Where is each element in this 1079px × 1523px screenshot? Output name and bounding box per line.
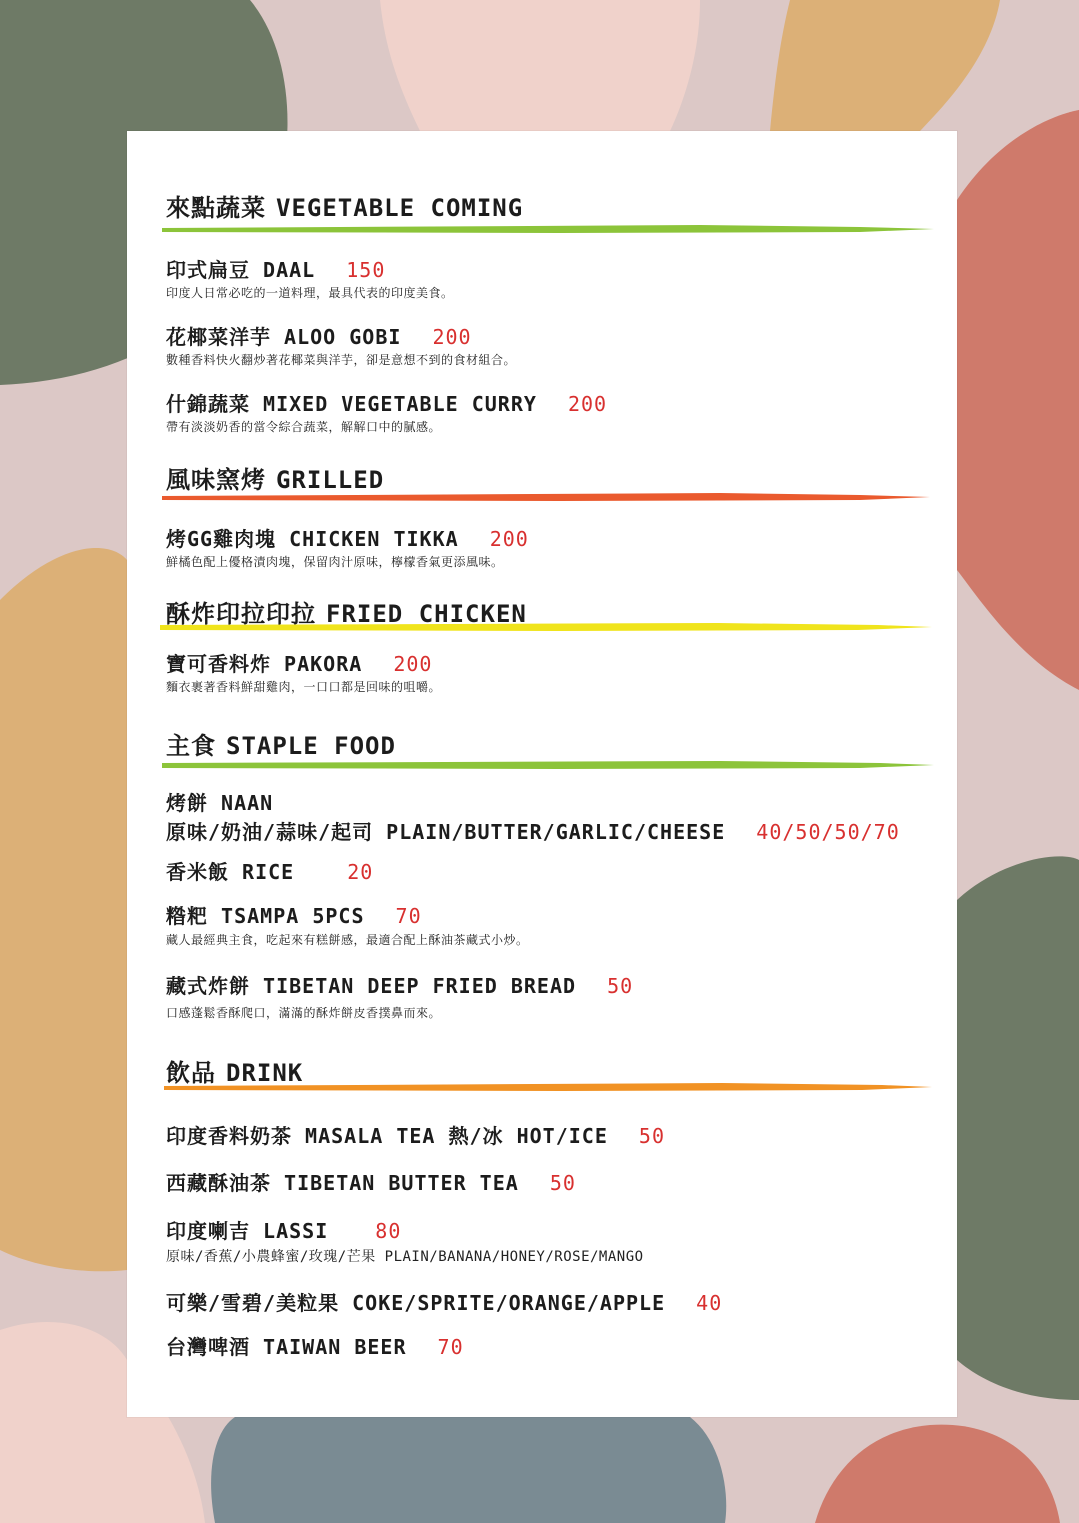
menu-item-chicken-tikka [166, 523, 529, 552]
item-price: 200 [432, 325, 472, 349]
menu-item-daal [166, 254, 385, 283]
item-name: 藏式炸餅 TIBETAN DEEP FRIED BREAD [166, 974, 577, 998]
item-price: 70 [437, 1335, 464, 1359]
heading-en: STAPLE FOOD [226, 732, 396, 760]
menu-item-rice [166, 856, 373, 885]
section-heading-drink [166, 1053, 303, 1088]
divider-green [160, 222, 936, 236]
item-name: 寶可香料炸 PAKORA [166, 652, 363, 676]
item-name: 印式扁豆 DAAL [166, 258, 316, 282]
item-name: 什錦蔬菜 MIXED VEGETABLE CURRY [166, 392, 537, 416]
mustard-blob-left [0, 548, 127, 1271]
item-name: 可樂/雪碧/美粒果 COKE/SPRITE/ORANGE/APPLE [166, 1291, 666, 1315]
menu-item-mixed-vegetable [166, 388, 607, 417]
item-name: 花椰菜洋芋 ALOO GOBI [166, 325, 402, 349]
item-price: 50 [549, 1171, 576, 1195]
item-price: 200 [567, 392, 608, 416]
item-price: 70 [395, 904, 422, 928]
menu-item-naan-options [166, 816, 900, 845]
item-description: 口感蓬鬆香酥爬口，滿滿的酥炸餅皮香撲鼻而來。 [166, 1006, 442, 1020]
menu-item-beer [166, 1331, 464, 1360]
item-name: 西藏酥油茶 TIBETAN BUTTER TEA [166, 1171, 519, 1195]
naan-options: 原味/奶油/蒜味/起司 PLAIN/BUTTER/GARLIC/CHEESE [166, 820, 726, 844]
heading-zh: 來點蔬菜 [166, 194, 266, 222]
item-description: 藏人最經典主食，吃起來有糕餅感，最適合配上酥油茶藏式小炒。 [166, 933, 529, 947]
item-description: 數種香料快火翻炒著花椰菜與洋芋，卻是意想不到的食材組合。 [166, 353, 517, 367]
item-price: 200 [393, 652, 433, 676]
lassi-options: 原味/香蕉/小農蜂蜜/玫瑰/芒果 PLAIN/BANANA/HONEY/ROSE/MANGO [166, 1249, 644, 1265]
item-description: 印度人日常必吃的一道料理，最具代表的印度美食。 [166, 286, 454, 300]
heading-zh: 飲品 [166, 1059, 216, 1087]
item-price: 50 [638, 1124, 666, 1148]
item-price: 200 [489, 527, 529, 551]
item-price: 40/50/50/70 [756, 820, 900, 844]
heading-zh: 風味窯烤 [166, 466, 266, 494]
peach-blob-top [380, 0, 700, 131]
heading-en: FRIED CHICKEN [326, 600, 527, 628]
menu-item-butter-tea [166, 1167, 576, 1196]
item-name: 印度香料奶茶 MASALA TEA 熱/冰 HOT/ICE [166, 1124, 608, 1148]
item-description: 帶有淡淡奶香的當令綜合蔬菜，解解口中的膩感。 [166, 420, 442, 434]
menu-item-fried-bread [166, 970, 633, 999]
section-heading-staple [166, 726, 396, 761]
menu-item-tsampa [166, 900, 422, 929]
section-heading-fried [166, 594, 527, 629]
item-price: 150 [346, 258, 386, 282]
heading-zh: 酥炸印拉印拉 [166, 600, 316, 628]
item-name: 糌粑 TSAMPA 5PCS [166, 904, 365, 928]
item-name: 台灣啤酒 TAIWAN BEER [166, 1335, 407, 1359]
item-name: 香米飯 RICE [166, 860, 295, 884]
menu-item-soda [166, 1287, 722, 1316]
section-heading-grilled [166, 460, 384, 495]
item-price: 20 [347, 860, 374, 884]
section-heading-vegetable [166, 188, 523, 223]
item-name: 印度喇吉 LASSI [166, 1219, 329, 1243]
heading-en: DRINK [226, 1059, 304, 1087]
menu-item-lassi [166, 1215, 401, 1244]
heading-en: VEGETABLE COMING [276, 194, 524, 222]
menu-item-masala-tea [166, 1120, 665, 1149]
item-description: 鮮橘色配上優格漬肉塊，保留肉汁原味，檸檬香氣更添風味。 [166, 555, 504, 569]
heading-zh: 主食 [166, 732, 216, 760]
item-price: 80 [375, 1219, 402, 1243]
item-name: 烤GG雞肉塊 CHICKEN TIKKA [166, 527, 459, 551]
item-price: 50 [607, 974, 634, 998]
sage-blob-right [957, 856, 1079, 1400]
menu-item-naan: 烤餅 NAAN [166, 791, 274, 815]
menu-item-aloo-gobi [166, 321, 472, 350]
menu-item-pakora [166, 648, 432, 677]
slate-blob-bottom [211, 1417, 726, 1523]
item-description: 麵衣裹著香料鮮甜雞肉，一口口都是回味的咀嚼。 [166, 680, 442, 694]
heading-en: GRILLED [276, 466, 385, 494]
item-price: 40 [696, 1291, 723, 1315]
